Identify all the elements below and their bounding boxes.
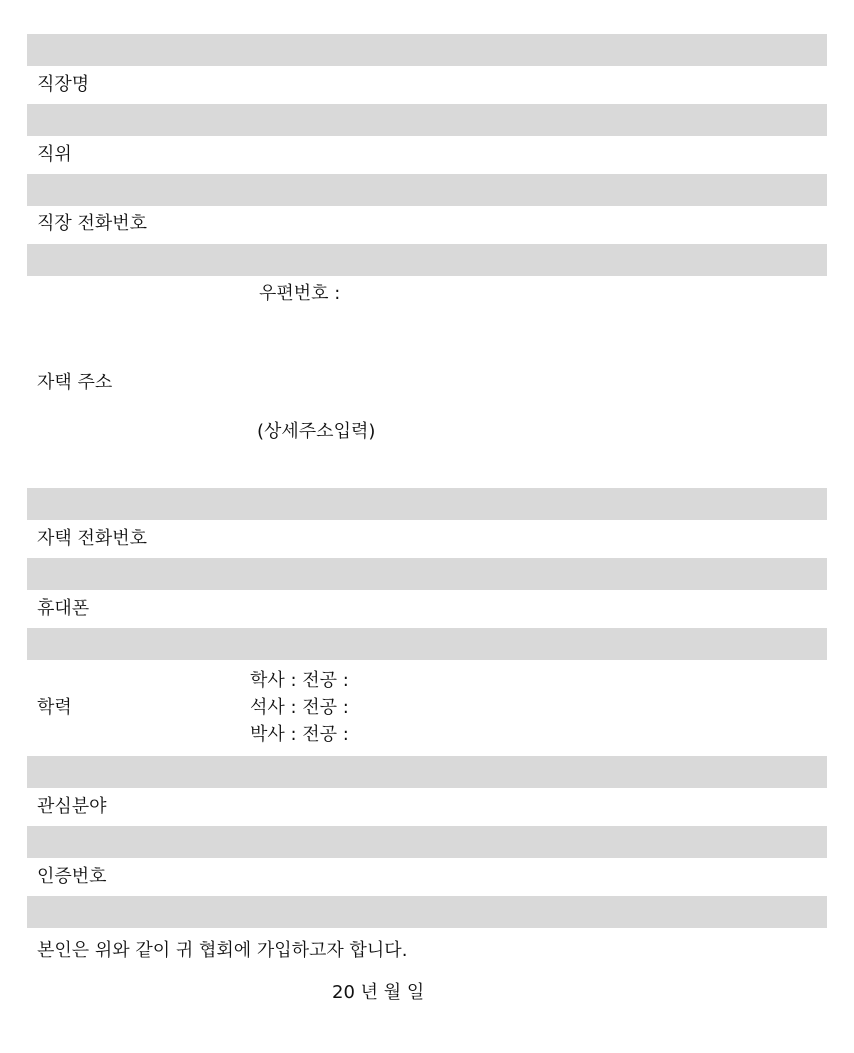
separator-bar xyxy=(27,174,827,206)
postal-code-label: 우편번호 : xyxy=(259,283,341,304)
workplace-name-label: 직장명 xyxy=(37,74,90,95)
separator-bar xyxy=(27,104,827,136)
detail-address-label: (상세주소입력) xyxy=(257,421,376,442)
separator-bar xyxy=(27,826,827,858)
position-label: 직위 xyxy=(37,144,72,165)
home-address-label: 자택 주소 xyxy=(37,372,113,393)
education-label: 학력 xyxy=(37,697,72,718)
doctorate-label: 박사 : 전공 : xyxy=(250,724,349,745)
separator-bar xyxy=(27,756,827,788)
date-line: 20 년 월 일 xyxy=(332,982,425,1003)
cert-number-label: 인증번호 xyxy=(37,866,107,887)
home-phone-label: 자택 전화번호 xyxy=(37,528,148,549)
bachelor-label: 학사 : 전공 : xyxy=(250,670,349,691)
separator-bar xyxy=(27,488,827,520)
work-phone-label: 직장 전화번호 xyxy=(37,213,148,234)
separator-bar xyxy=(27,244,827,276)
master-label: 석사 : 전공 : xyxy=(250,697,349,718)
separator-bar xyxy=(27,558,827,590)
separator-bar xyxy=(27,896,827,928)
mobile-label: 휴대폰 xyxy=(37,598,90,619)
interests-label: 관심분야 xyxy=(37,796,107,817)
separator-bar xyxy=(27,34,827,66)
declaration-text: 본인은 위와 같이 귀 협회에 가입하고자 합니다. xyxy=(37,940,408,961)
separator-bar xyxy=(27,628,827,660)
